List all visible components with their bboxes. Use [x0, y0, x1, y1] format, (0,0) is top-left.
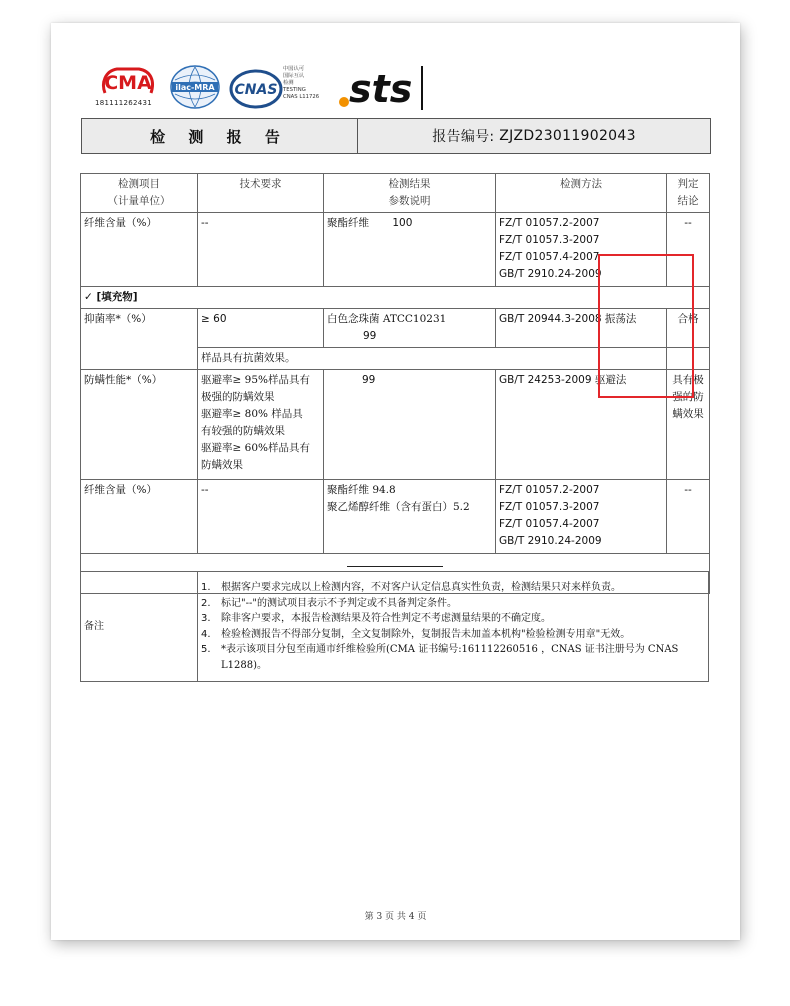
cell-item: 纤维含量（%） — [81, 480, 198, 554]
column-header-method: 检测方法 — [496, 174, 667, 213]
note-item: 1. 根据客户要求完成以上检测内容，不对客户认定信息真实性负责，检测结果只对来样负责。 — [201, 582, 621, 593]
notes-table — [80, 571, 709, 682]
cell-method: FZ/T 01057.2-2007 FZ/T 01057.3-2007 FZ/T 01057.4-2007 GB/T 2910.24-2009 — [496, 480, 667, 554]
cell-conclusion: 合格 — [667, 309, 710, 348]
column-header-item: 检测项目 （计量单位） — [81, 174, 198, 213]
cma-logo-text: CMA — [104, 72, 152, 94]
cell-requirement: -- — [198, 480, 324, 554]
note-item: 4. 检验检测报告不得部分复制，全文复制除外，复制报告未加盖本机构"检验检测专用章"无效。 — [201, 628, 631, 640]
cnas-caption-line: 国际互认 — [283, 73, 305, 79]
cell-item: 纤维含量（%） — [81, 213, 198, 287]
cnas-logo — [229, 69, 283, 113]
cell-method: FZ/T 01057.2-2007 FZ/T 01057.3-2007 FZ/T 01057.4-2007 GB/T 2910.24-2009 — [496, 213, 667, 287]
sts-logo-text: sts — [349, 67, 413, 111]
cnas-caption-line: CNAS L11726 — [283, 94, 320, 100]
cell-requirement: 驱避率≥ 95%样品具有 极强的防螨效果 驱避率≥ 80% 样品具 有较强的防螨效果 驱避率≥ 60%样品具有 防螨效果 — [198, 370, 324, 480]
ilac-mra-logo — [169, 64, 221, 114]
cma-number: 181111262431 — [95, 99, 153, 107]
cnas-logo-text: CNAS — [234, 82, 278, 98]
cell-conclusion: -- — [667, 213, 710, 287]
cnas-caption-line: TESTING — [283, 87, 306, 93]
notes-content — [198, 572, 709, 682]
report-number-label: 报告编号: — [432, 129, 495, 145]
report-title: 检 测 报 告 — [82, 119, 358, 153]
cell-result: 白色念珠菌 ATCC10231 99 — [324, 309, 496, 348]
cell-note: 样品具有抗菌效果。 — [198, 348, 667, 370]
report-header — [81, 118, 711, 154]
cnas-caption — [283, 66, 319, 101]
cell-method: GB/T 20944.3-2008 振荡法 — [496, 309, 667, 348]
cell-conclusion: -- — [667, 480, 710, 554]
column-header-conclusion: 判定 结论 — [667, 174, 710, 213]
notes-label: 备注 — [81, 572, 198, 682]
page-number: 第 3 页 共 4 页 — [364, 912, 427, 922]
section-label-filling: ✓ [填充物] — [81, 287, 710, 309]
report-number-value: ZJZD23011902043 — [499, 128, 636, 144]
ilac-logo-text: ilac-MRA — [175, 83, 215, 92]
cell-result: 聚酯纤维 100 — [324, 213, 496, 287]
cell-result: 99 — [324, 370, 496, 480]
cell-item: 防螨性能*（%） — [81, 370, 198, 480]
cell-item: 抑菌率*（%） — [81, 309, 198, 370]
cell-requirement: ≥ 60 — [198, 309, 324, 348]
cell-result: 聚酯纤维 94.8 聚乙烯醇纤维（含有蛋白）5.2 — [324, 480, 496, 554]
table-row — [81, 480, 710, 554]
highlight-box — [598, 254, 694, 398]
cnas-caption-line: 检测 — [283, 80, 294, 86]
note-item: 5. *表示该项目分包至南通市纤维检验所(CMA 证书编号:161112260516 ，CNAS 证书注册号为 CNAS L1288)。 — [201, 644, 679, 671]
report-page — [51, 23, 740, 940]
sts-logo — [335, 60, 431, 120]
note-item: 2. 标记"--"的测试项目表示不予判定或不具备判定条件。 — [201, 597, 457, 609]
column-header-requirement: 技术要求 — [198, 174, 324, 213]
cell-method: GB/T 24253-2009 驱避法 — [496, 370, 667, 480]
cell-requirement: -- — [198, 213, 324, 287]
column-header-result: 检测结果 参数说明 — [324, 174, 496, 213]
notes-row — [81, 572, 709, 682]
cma-logo — [95, 65, 159, 107]
table-header-row — [81, 174, 710, 213]
cell-conclusion: 具有极 强的防 螨效果 — [667, 370, 710, 480]
cnas-caption-line: 中国认可 — [283, 66, 305, 72]
note-item: 3. 除非客户要求，本报告检测结果及符合性判定不考虑测量结果的不确定度。 — [201, 613, 551, 624]
end-rule — [347, 566, 443, 567]
report-number — [358, 119, 710, 153]
logo-strip — [95, 63, 429, 113]
